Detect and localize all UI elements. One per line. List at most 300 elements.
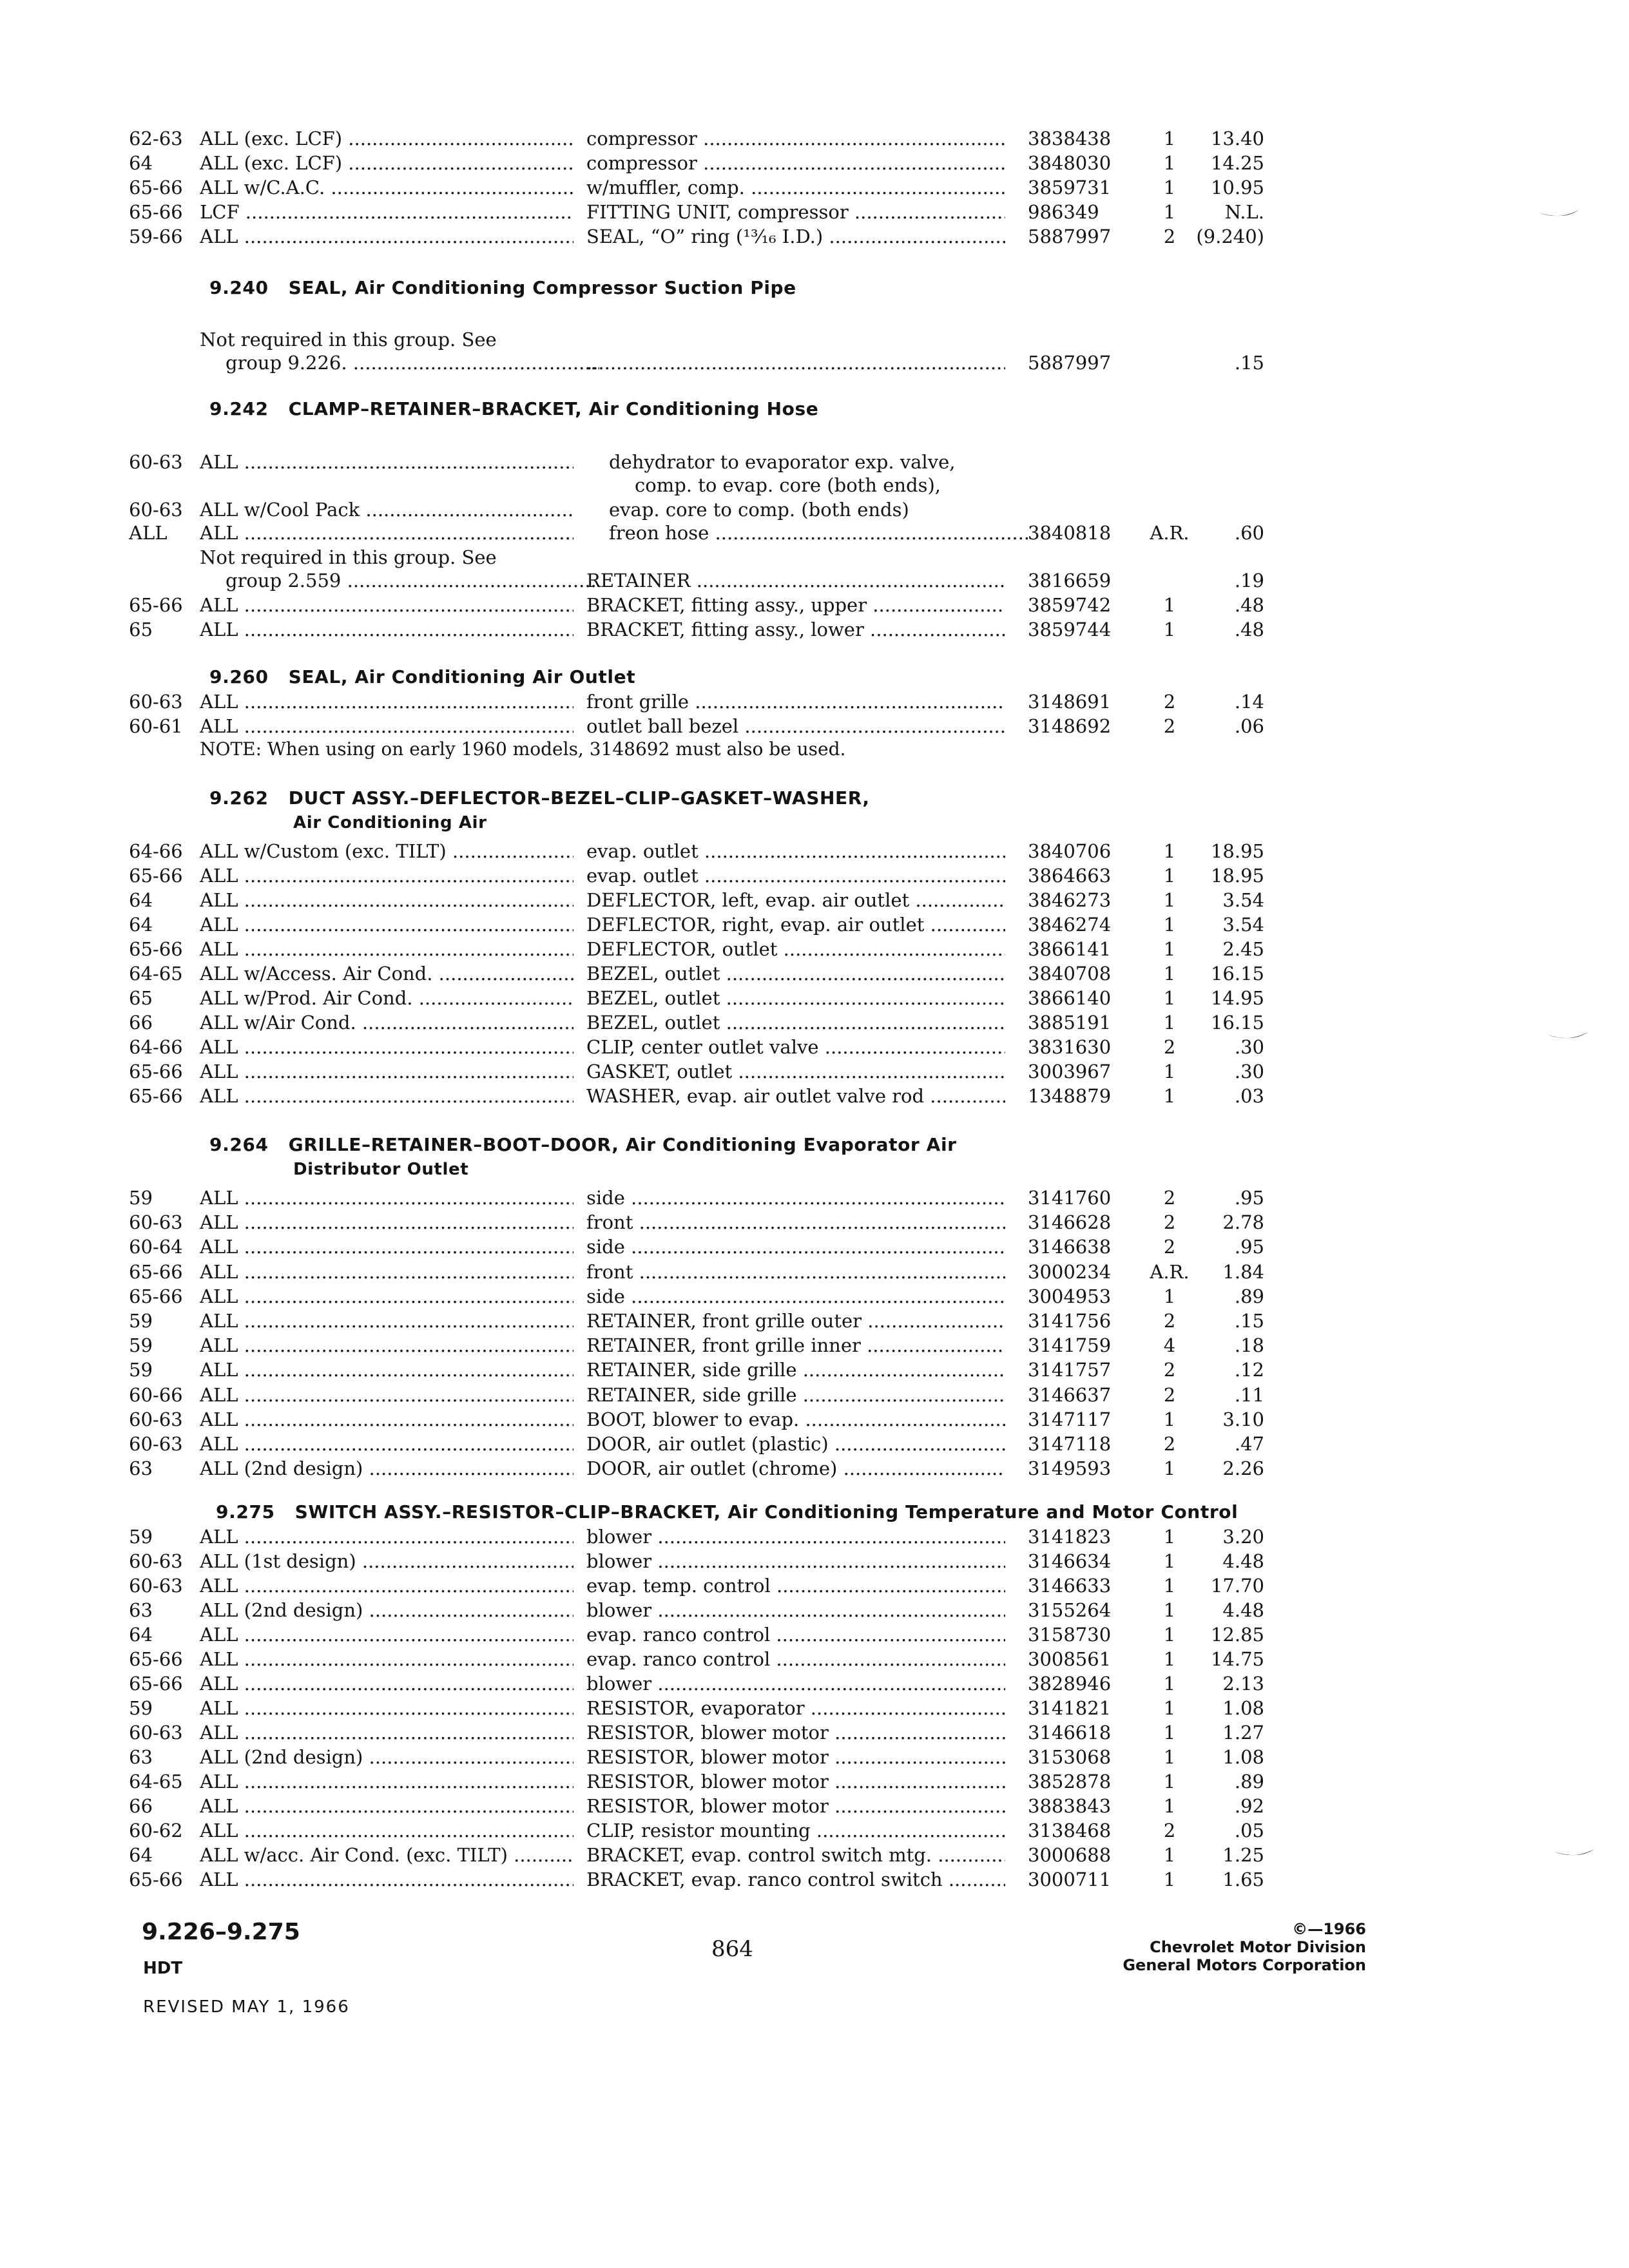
years: 63 (129, 1599, 153, 1621)
part-number: 3846273 (1028, 889, 1112, 911)
years: 65-66 (129, 865, 183, 887)
part-number: 3141760 (1028, 1187, 1112, 1209)
model: ALL ..... (200, 689, 574, 714)
price: 16.15 (1210, 1012, 1264, 1033)
years: 64 (129, 914, 153, 936)
price: .92 (1234, 1795, 1264, 1817)
copyright: ©—1966 (1292, 1920, 1366, 1938)
part-number: 3008561 (1028, 1648, 1112, 1670)
table-row (0, 1333, 1629, 1358)
model: ALL (2nd design) ..... (200, 1456, 574, 1481)
part-number: 3146633 (1028, 1575, 1112, 1597)
model: ALL ..... (200, 1186, 574, 1210)
description: RESISTOR, blower motor ..... (586, 1769, 1005, 1794)
part-number: 3149593 (1028, 1457, 1112, 1480)
note-text: Not required in this group. See (200, 546, 497, 568)
table-row (0, 450, 1629, 474)
model: ALL ..... (200, 1696, 574, 1720)
price: 16.15 (1210, 963, 1264, 985)
years: 65-66 (129, 1869, 183, 1890)
years: 59 (129, 1187, 153, 1209)
years: 59 (129, 1310, 153, 1332)
years: 65-66 (129, 594, 183, 616)
group-title: GRILLE–RETAINER–BOOT–DOOR, Air Conditioning Evaporator Air (288, 1134, 957, 1155)
price: 3.20 (1222, 1526, 1264, 1548)
years: 65-66 (129, 177, 183, 198)
description: evap. outlet ..... (586, 863, 1005, 888)
quantity: 2 (1163, 691, 1176, 713)
years: 65-66 (129, 1260, 183, 1283)
part-number: 3146638 (1028, 1236, 1112, 1258)
table-row (0, 1818, 1629, 1843)
description: DOOR, air outlet (plastic) ..... (586, 1432, 1005, 1456)
description: DEFLECTOR, outlet ..... (586, 937, 1005, 961)
description: side ..... (586, 1186, 1005, 1210)
part-number: 3848030 (1028, 152, 1112, 174)
years: 63 (129, 1746, 153, 1768)
years: 65-66 (129, 201, 183, 223)
part-number: 3831630 (1028, 1036, 1112, 1058)
model: ALL ..... (200, 1769, 574, 1794)
part-number: 3148692 (1028, 715, 1112, 737)
group-9275-heading (216, 1501, 1238, 1523)
table-row (0, 126, 1629, 151)
description: BEZEL, outlet ..... (586, 1010, 1005, 1035)
table-row (0, 497, 1629, 522)
part-number: 3838438 (1028, 128, 1112, 149)
quantity: 1 (1163, 1285, 1176, 1307)
group-title: SEAL, Air Conditioning Air Outlet (288, 666, 636, 687)
model: ALL (2nd design) ..... (200, 1598, 574, 1622)
price: .48 (1234, 619, 1264, 640)
quantity: 1 (1163, 1085, 1176, 1107)
corporation-name: General Motors Corporation (1123, 1956, 1366, 1974)
description: GASKET, outlet ..... (586, 1059, 1005, 1084)
model: ALL w/Custom (exc. TILT) ..... (200, 839, 574, 863)
quantity: 1 (1163, 1722, 1176, 1744)
price: 3.54 (1222, 889, 1264, 911)
model: ALL (exc. LCF) ..... (200, 151, 574, 175)
description: RETAINER, side grille ..... (586, 1383, 1005, 1407)
price: .95 (1234, 1236, 1264, 1258)
years: 65-66 (129, 1673, 183, 1695)
quantity: 1 (1163, 963, 1176, 985)
model: ALL ..... (200, 714, 574, 738)
description: blower ..... (586, 1671, 1005, 1696)
part-number: 3155264 (1028, 1599, 1112, 1621)
group-number: 9.264 (209, 1134, 269, 1155)
model: ALL w/Access. Air Cond. ..... (200, 961, 574, 986)
group-note: NOTE: When using on early 1960 models, 3148692 must also be used. (200, 738, 846, 760)
model: ALL ..... (200, 1358, 574, 1382)
price: .14 (1234, 691, 1264, 713)
description: evap. temp. control ..... (586, 1573, 1005, 1598)
part-number: 3146628 (1028, 1211, 1112, 1234)
table-row (0, 1524, 1629, 1549)
model: ALL ..... (200, 1235, 574, 1259)
quantity: 1 (1163, 1697, 1176, 1719)
footer-revised-date: REVISED MAY 1, 1966 (143, 1997, 350, 2017)
years: 65-66 (129, 938, 183, 960)
years: 60-63 (129, 499, 183, 521)
price: 1.84 (1222, 1260, 1264, 1283)
table-row (0, 1794, 1629, 1818)
years: 64 (129, 1844, 153, 1866)
model: ALL (1st design) ..... (200, 1549, 574, 1573)
years: 60-61 (129, 715, 183, 737)
table-row (0, 1210, 1629, 1235)
years: 65 (129, 987, 153, 1009)
table-row (0, 961, 1629, 986)
price: .30 (1234, 1036, 1264, 1058)
table-row (0, 1867, 1629, 1892)
description: BRACKET, evap. ranco control switch ..... (586, 1867, 1005, 1892)
price: 4.48 (1222, 1550, 1264, 1572)
quantity: 4 (1163, 1334, 1176, 1357)
description: RETAINER, front grille inner ..... (586, 1333, 1005, 1358)
quantity: 1 (1163, 1012, 1176, 1033)
description: blower ..... (586, 1549, 1005, 1573)
table-row (0, 1383, 1629, 1407)
price: 14.75 (1210, 1648, 1264, 1670)
quantity: A.R. (1150, 522, 1190, 544)
group-number: 9.242 (209, 398, 269, 419)
price: 2.26 (1222, 1457, 1264, 1480)
part-number: 3866140 (1028, 987, 1112, 1009)
model: ALL ..... (200, 1260, 574, 1284)
years: 60-62 (129, 1820, 183, 1841)
part-number: 3000234 (1028, 1260, 1112, 1283)
table-row (0, 714, 1629, 738)
quantity: 2 (1163, 1359, 1176, 1381)
model: ALL ..... (200, 1383, 574, 1407)
price: 2.45 (1222, 938, 1264, 960)
part-number: 3859744 (1028, 619, 1112, 640)
years: ALL (129, 522, 168, 544)
years: 60-63 (129, 691, 183, 713)
model: ALL ..... (200, 1059, 574, 1084)
description: DEFLECTOR, right, evap. air outlet ..... (586, 912, 1005, 937)
years: 59-66 (129, 226, 183, 247)
model: ALL ..... (200, 1573, 574, 1598)
description: front grille ..... (586, 689, 1005, 714)
years: 60-63 (129, 451, 183, 473)
part-number: 3141823 (1028, 1526, 1112, 1548)
quantity: 2 (1163, 1383, 1176, 1406)
price: 2.13 (1222, 1673, 1264, 1695)
years: 65-66 (129, 1285, 183, 1307)
model: ALL ..... (200, 888, 574, 912)
model: ALL ..... (200, 1284, 574, 1309)
price: 10.95 (1210, 177, 1264, 198)
model: ALL ..... (200, 617, 574, 642)
description: BRACKET, evap. control switch mtg. ..... (586, 1843, 1005, 1867)
table-row (0, 1671, 1629, 1696)
price: .30 (1234, 1061, 1264, 1082)
table-row (0, 1084, 1629, 1108)
binder-mark-icon (1553, 1848, 1595, 1861)
quantity: 1 (1163, 201, 1176, 223)
part-number: 5887997 (1028, 226, 1112, 247)
table-row (0, 1260, 1629, 1284)
part-number: 3840706 (1028, 840, 1112, 862)
table-row (0, 1456, 1629, 1481)
price: 12.85 (1210, 1624, 1264, 1646)
quantity: 1 (1163, 152, 1176, 174)
price: .05 (1234, 1820, 1264, 1841)
footer-code: HDT (143, 1959, 183, 1978)
price: .03 (1234, 1085, 1264, 1107)
quantity: 1 (1163, 1869, 1176, 1890)
description: evap. ranco control ..... (586, 1622, 1005, 1647)
group-number: 9.262 (209, 787, 269, 809)
quantity: 2 (1163, 715, 1176, 737)
price: .95 (1234, 1187, 1264, 1209)
quantity: 2 (1163, 1433, 1176, 1455)
part-number: 3141759 (1028, 1334, 1112, 1357)
years: 64 (129, 889, 153, 911)
years: 66 (129, 1012, 153, 1033)
price: .89 (1234, 1285, 1264, 1307)
price: 2.78 (1222, 1211, 1264, 1234)
years: 65 (129, 619, 153, 640)
model: ALL ..... (200, 521, 574, 545)
price: N.L. (1224, 201, 1264, 223)
table-row (0, 986, 1629, 1010)
description: RETAINER ..... (586, 568, 1005, 593)
description: evap. core to comp. (both ends) (609, 499, 909, 521)
description: dehydrator to evaporator exp. valve, (609, 451, 956, 473)
note-text: group 2.559 ..... (200, 568, 599, 593)
part-number: 3141756 (1028, 1310, 1112, 1332)
description: WASHER, evap. air outlet valve rod ..... (586, 1084, 1005, 1108)
table-row (0, 937, 1629, 961)
table-row (0, 224, 1629, 249)
model: ALL ..... (200, 912, 574, 937)
group-subtitle: Distributor Outlet (293, 1160, 469, 1179)
quantity: 1 (1163, 1844, 1176, 1866)
table-row (0, 1549, 1629, 1573)
years: 65-66 (129, 1648, 183, 1670)
group-title: SWITCH ASSY.–RESISTOR–CLIP–BRACKET, Air Conditioning Temperature and Motor Control (294, 1501, 1239, 1523)
description: evap. outlet ..... (586, 839, 1005, 863)
price: 4.48 (1222, 1599, 1264, 1621)
division-name: Chevrolet Motor Division (1150, 1938, 1366, 1956)
group-9262-heading (209, 787, 870, 809)
table-row (0, 200, 1629, 224)
table-row (0, 593, 1629, 617)
table-row (0, 1284, 1629, 1309)
price: .06 (1234, 715, 1264, 737)
part-number: 3148691 (1028, 691, 1112, 713)
years: 66 (129, 1795, 153, 1817)
table-row (0, 1745, 1629, 1769)
table-row (0, 327, 1629, 352)
table-row (0, 1358, 1629, 1382)
model: ALL ..... (200, 1720, 574, 1745)
part-number: 3153068 (1028, 1746, 1112, 1768)
price: .18 (1234, 1334, 1264, 1357)
price: 1.25 (1222, 1844, 1264, 1866)
quantity: 1 (1163, 1648, 1176, 1670)
years: 60-63 (129, 1575, 183, 1597)
years: 60-63 (129, 1408, 183, 1430)
group-number: 9.240 (209, 277, 269, 298)
years: 60-64 (129, 1236, 183, 1258)
description: front ..... (586, 1260, 1005, 1284)
years: 64 (129, 152, 153, 174)
years: 64-66 (129, 1036, 183, 1058)
model: ALL w/Air Cond. ..... (200, 1010, 574, 1035)
price: .11 (1234, 1383, 1264, 1406)
description: side ..... (586, 1235, 1005, 1259)
desc-leader (586, 351, 1005, 375)
years: 60-63 (129, 1722, 183, 1744)
quantity: 1 (1163, 1457, 1176, 1480)
model: ALL ..... (200, 1524, 574, 1549)
model: ALL ..... (200, 1210, 574, 1235)
model: ALL ..... (200, 1084, 574, 1108)
table-row (0, 1407, 1629, 1432)
model: ALL ..... (200, 1309, 574, 1333)
price: .60 (1234, 522, 1264, 544)
model: ALL (2nd design) ..... (200, 1745, 574, 1769)
group-subtitle: Air Conditioning Air (293, 813, 487, 832)
price: .12 (1234, 1359, 1264, 1381)
price: .19 (1234, 570, 1264, 591)
quantity: 1 (1163, 1526, 1176, 1548)
price: 18.95 (1210, 865, 1264, 887)
binder-mark-icon (1537, 209, 1580, 222)
quantity: 2 (1163, 1310, 1176, 1332)
description: RETAINER, side grille ..... (586, 1358, 1005, 1382)
table-row (0, 351, 1629, 375)
part-number: 3147117 (1028, 1408, 1112, 1430)
part-number: 3158730 (1028, 1624, 1112, 1646)
part-number: 3864663 (1028, 865, 1112, 887)
table-row (0, 1769, 1629, 1794)
quantity: 1 (1163, 840, 1176, 862)
price: .89 (1234, 1771, 1264, 1792)
description: BRACKET, fitting assy., lower ..... (586, 617, 1005, 642)
note-text: Not required in this group. See (200, 329, 497, 351)
table-row (0, 1843, 1629, 1867)
group-9240-heading (209, 277, 796, 298)
table-row (0, 521, 1629, 545)
group-title: CLAMP–RETAINER–BRACKET, Air Conditioning Hose (288, 398, 819, 419)
part-number: 3866141 (1028, 938, 1112, 960)
description: CLIP, center outlet valve ..... (586, 1035, 1005, 1059)
quantity: 2 (1163, 1820, 1176, 1841)
description: SEAL, “O” ring (¹³⁄₁₆ I.D.) ..... (586, 224, 1005, 249)
years: 60-66 (129, 1383, 183, 1406)
part-number: 3840818 (1028, 522, 1112, 544)
part-number: 3000711 (1028, 1869, 1112, 1890)
part-number: 3859742 (1028, 594, 1112, 616)
years: 63 (129, 1457, 153, 1480)
quantity: 1 (1163, 987, 1176, 1009)
part-number: 3004953 (1028, 1285, 1112, 1307)
years: 59 (129, 1526, 153, 1548)
table-row (0, 912, 1629, 937)
quantity: 1 (1163, 128, 1176, 149)
price: 17.70 (1210, 1575, 1264, 1597)
years: 64-65 (129, 963, 183, 985)
description: freon hose ..... (609, 521, 1028, 545)
group-title: DUCT ASSY.–DEFLECTOR–BEZEL–CLIP–GASKET–WASHER, (288, 787, 870, 809)
table-row (0, 1432, 1629, 1456)
model: ALL w/Cool Pack ..... (200, 497, 574, 522)
part-number: 3883843 (1028, 1795, 1112, 1817)
table-row (0, 888, 1629, 912)
group-9264-heading (209, 1134, 957, 1155)
model: ALL w/acc. Air Cond. (exc. TILT) ..... (200, 1843, 574, 1867)
quantity: 1 (1163, 914, 1176, 936)
page-number: 864 (711, 1936, 753, 1962)
description: RESISTOR, blower motor ..... (586, 1745, 1005, 1769)
part-number: 3146618 (1028, 1722, 1112, 1744)
table-row (0, 1647, 1629, 1671)
part-number: 3852878 (1028, 1771, 1112, 1792)
part-number: 3146634 (1028, 1550, 1112, 1572)
quantity: 1 (1163, 1624, 1176, 1646)
model: ALL ..... (200, 1647, 574, 1671)
price: .48 (1234, 594, 1264, 616)
quantity: 2 (1163, 1187, 1176, 1209)
price: .15 (1234, 1310, 1264, 1332)
part-number: 3000688 (1028, 1844, 1112, 1866)
model: ALL ..... (200, 1333, 574, 1358)
footer-group-range: 9.226–9.275 (142, 1919, 300, 1945)
description: blower ..... (586, 1524, 1005, 1549)
part-number: 3147118 (1028, 1433, 1112, 1455)
table-row (0, 151, 1629, 175)
model: ALL (exc. LCF) ..... (200, 126, 574, 151)
years: 60-63 (129, 1211, 183, 1234)
description: outlet ball bezel ..... (586, 714, 1005, 738)
note-text: group 9.226. ..... (200, 351, 599, 375)
part-number: 3846274 (1028, 914, 1112, 936)
part-number: 1348879 (1028, 1085, 1112, 1107)
table-row (0, 839, 1629, 863)
table-row (0, 473, 1629, 497)
part-number: 986349 (1028, 201, 1099, 223)
table-row (0, 1720, 1629, 1745)
price: .47 (1234, 1433, 1264, 1455)
price: (9.240) (1196, 226, 1264, 247)
years: 64 (129, 1624, 153, 1646)
model: ALL ..... (200, 937, 574, 961)
description: BOOT, blower to evap. ..... (586, 1407, 1005, 1432)
description: compressor ..... (586, 151, 1005, 175)
description: evap. ranco control ..... (586, 1647, 1005, 1671)
table-row (0, 1598, 1629, 1622)
group-number: 9.275 (216, 1501, 275, 1523)
table-row (0, 545, 1629, 570)
description: w/muffler, comp. ..... (586, 175, 1005, 200)
table-row (0, 1309, 1629, 1333)
table-row (0, 617, 1629, 642)
model: LCF ..... (200, 200, 574, 224)
quantity: 2 (1163, 1236, 1176, 1258)
description: DOOR, air outlet (chrome) ..... (586, 1456, 1005, 1481)
description: CLIP, resistor mounting ..... (586, 1818, 1005, 1843)
table-row (0, 1696, 1629, 1720)
table-row (0, 1622, 1629, 1647)
quantity: 1 (1163, 177, 1176, 198)
description: blower ..... (586, 1598, 1005, 1622)
description: FITTING UNIT, compressor ..... (586, 200, 1005, 224)
